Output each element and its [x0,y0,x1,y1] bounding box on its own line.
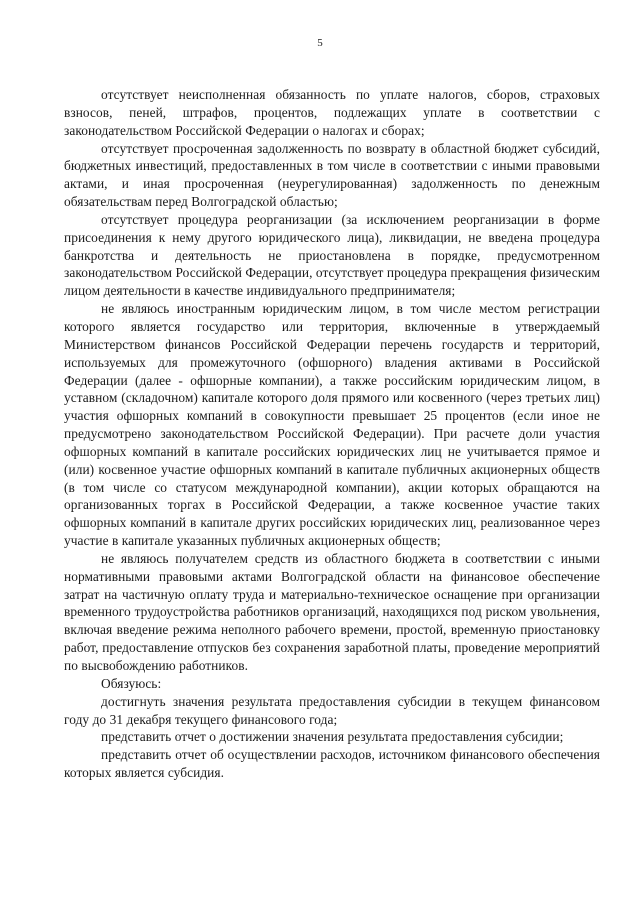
paragraph-not-foreign-entity: не являюсь иностранным юридическим лицом, в том числе местом регистрации которого является государство или территория, включенные в утверждаемый Министерством финансов Российской Федерации перечень государств и территорий, используемых для промежуточного (офшорного) владения активами в Российской Федерации (далее - офшорные компании), а также российским юридическим лицом, в уставном (складочном) капитале которого доля прямого или косвенного (через третьих лиц) участия офшорных компаний в совокупности превышает 25 процентов (если иное не предусмотрено законодательством Российской Федерации). При расчете доли участия офшорных компаний в капитале российских юридических лиц не учитывается прямое и (или) косвенное участие офшорных компаний в капитале публичных акционерных обществ (в том числе со статусом международной компании), акции которых обращаются на организованных торгах в Российской Федерации, а также косвенное участие таких офшорных компаний в капитале других российских юридических лиц, реализованное через участие в капитале указанных публичных акционерных обществ; [64,301,600,549]
paragraph-result-report: представить отчет о достижении значения результата предоставления субсидии; [101,729,564,745]
paragraph-no-reorganization: отсутствует процедура реорганизации (за исключением реорганизации в форме присоединения к нему другого юридического лица), ликвидации, не введена процедура банкротства и деятельность не приостановлена в порядке, предусмотренном законодательством Российской Федерации, отсутствует процедура прекращения физическим лицом деятельности в качестве индивидуального предпринимателя; [64,211,600,299]
document-body [64,86,600,782]
paragraph-not-other-recipient: не являюсь получателем средств из областного бюджета в соответствии с иными нормативными правовыми актами Волгоградской области на финансовое обеспечение затрат на частичную оплату труда и материально-техническое оснащение при организации временного трудоустройства работников организаций, находящихся под риском увольнения, включая введение режима неполного рабочего времени, простой, временную приостановку работ, предоставление отпусков без сохранения заработной платы, проведение мероприятий по высвобождению работников. [64,550,600,673]
page-number: 5 [317,37,323,49]
paragraph-obligations-heading: Обязуюсь: [101,675,162,691]
paragraph-expense-report: представить отчет об осуществлении расходов, источником финансового обеспечения которых является субсидия. [64,747,600,781]
paragraph-no-tax-debt: отсутствует неисполненная обязанность по уплате налогов, сборов, страховых взносов, пеней, штрафов, процентов, подлежащих уплате в соответствии с законодательством Российской Федерации о налогах и сборах; [64,87,600,138]
paragraph-no-overdue-debt: отсутствует просроченная задолженность по возврату в областной бюджет субсидий, бюджетных инвестиций, предоставленных в том числе в соответствии с иными правовыми актами, и иная просроченная (неурегулированная) задолженность по денежным обязательствам перед Волгоградской областью; [64,140,600,210]
paragraph-achieve-result: достигнуть значения результата предоставления субсидии в текущем финансовом году до 31 декабря текущего финансового года; [64,693,600,727]
